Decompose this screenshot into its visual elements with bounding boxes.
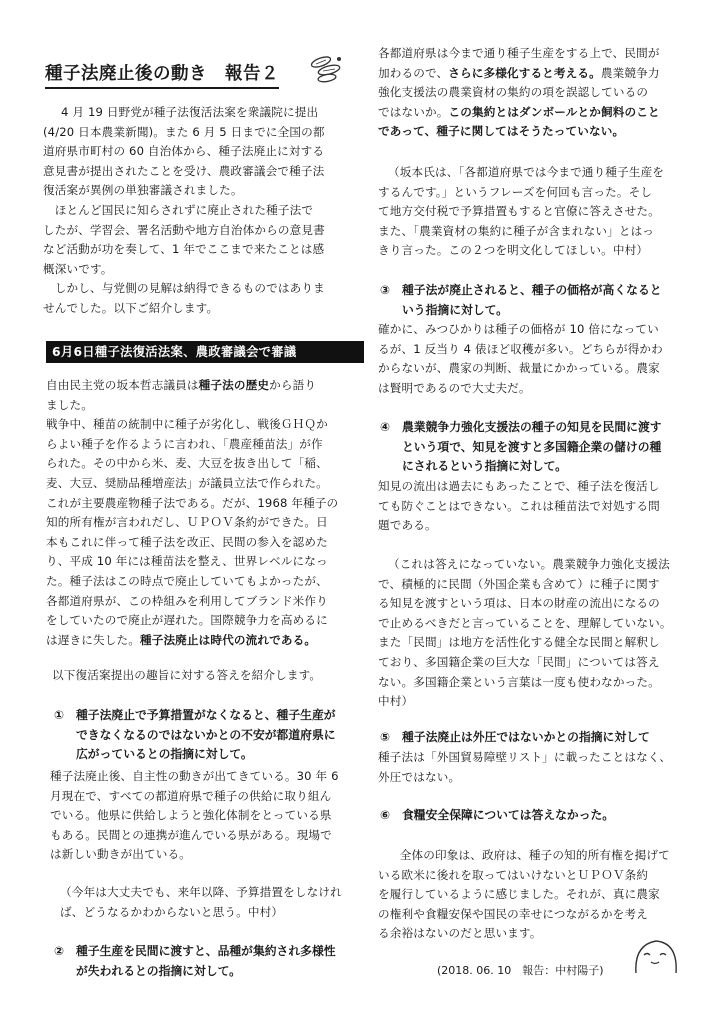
history-line: られた。その中から米、麦、大豆を抜き出して「稲、 [46,456,328,471]
q2-body [378,44,698,142]
history-last-bold: 種子法廃止は時代の流れである。 [139,632,317,647]
title-row [45,58,355,94]
conclusion-line: 全体の印象は、政府は、種子の知的所有権を掲げて [388,848,670,862]
q5-heading [380,728,700,748]
q3-body-line: は賢明であるので大丈夫だ。 [378,380,531,395]
q1-note [60,883,380,922]
q4-note-line: る知見を渡すという項は、日本の財産の流出になるの [378,596,660,611]
intro-line: 道府県市町村の 60 自治体から、種子法廃止に対する [43,144,325,159]
q4-body-line: ても防ぐことはできない。これは種苗法で対処する問 [378,498,660,513]
q1-body-line: 月現在で、すべての都道府県で種子の供給に取り組ん [50,788,332,803]
q4-note [378,555,698,712]
history-line: 戦争中、種苗の統制中に種子が劣化し、戦後ＧＨＱか [46,417,328,432]
q1-body-line: でいる。他県に供給しようと強化体制をとっている県 [50,808,332,823]
q6-heading [380,806,700,826]
q2-body-line: 各都道府県は今まで通り種子生産をする上で、民間が [378,46,660,60]
q2-head-line: 種子生産を民間に渡すと、品種が集約され多様性 [76,944,336,958]
intro-paragraph [43,103,363,319]
history-line: 知的所有権が言われだし、ＵＰＯＶ条約ができた。日 [46,515,328,530]
q6-number: ⑥ [380,808,390,822]
answers-intro: 以下復活案提出の趣旨に対する答えを紹介します。 [52,668,322,682]
history-line: 本もこれに伴って種子法を改正、民間の参入を認めた [46,534,328,549]
q1-head-line: 広がっているとの指摘に対して。 [76,747,253,762]
q3-body-line: るが、1 反当り 4 俵ほど収穫が多い。どちらが得かわ [378,341,663,356]
q2-body-line [378,103,698,123]
q1-head-line: できなくなるのではないかとの不安が都道府県に [76,727,336,742]
q1-body-line: は新しい動きが出ている。 [50,847,191,862]
history-line: り、平成 10 年には種苗法を整え、世界レベルになっ [46,554,328,569]
q4-heading [380,418,700,477]
q3-number: ③ [380,283,390,297]
history-lead-tail: から語り [269,378,317,392]
page-title: 種子法廃止後の動き 報告２ [45,60,279,89]
intro-line: 復活案が異例の単独審議されました。 [43,183,243,198]
q2-body-line: 強化支援法の農業資材の集約の項を誤認しているの [378,85,649,100]
q2-number: ② [54,944,64,958]
q4-note-line: で止めるべきだと言っていることを、理解していない。 [378,615,672,630]
q2-note-line: （坂本氏は、「各都道府県では今まで通り種子生産を [388,165,665,179]
history-last-text: は遅きに失した。 [46,632,140,647]
intro-line: したが、学習会、署名活動や地方自治体からの意見書 [43,222,325,237]
q5-body-line: 種子法は「外国貿易障壁リスト」に載ったことはなく、 [378,750,672,764]
q3-body [378,320,698,398]
q6-head-line: 食糧安全保障については答えなかった。 [402,808,615,822]
q4-head-line: という項で、知見を渡すと多国籍企業の儲けの種 [402,439,662,454]
q4-body-line: 題である。 [378,518,437,533]
smiley-face-icon [632,935,680,977]
q4-number: ④ [380,420,390,434]
q2-note-line: また、「農業資材の集約に種子が含まれない」とはっ [378,223,655,238]
q1-head-line: 種子法廃止で予算措置がなくなると、種子生産が [76,708,336,722]
q2-body-bold: であって、種子に関してはそうたっていない。 [378,124,625,139]
intro-line: せんでした。以下ご紹介します。 [43,300,219,315]
q2-body-bold: さらに多様化すると考える。 [448,65,601,80]
q4-body [378,477,698,536]
q1-note-line: ば、どうなるかわからないと思う。中村） [60,904,284,919]
q1-heading [54,706,374,765]
q2-body-text: 農業競争力 [600,65,660,80]
q5-body [378,748,698,787]
q5-number: ⑤ [380,730,390,744]
q3-head-line: いう指摘に対して。 [402,302,508,317]
q4-note-line: また「民間」は地方を活性化する健全な民間と解釈し [378,635,660,650]
intro-line: 概深いです。 [43,261,113,276]
q4-note-line: ない。多国籍企業という言葉は一度も使わなかった。 [378,674,660,689]
q1-body-line: もある。民間との連携が進んでいる県がある。現場で [50,827,332,842]
history-paragraph [46,376,366,650]
history-line: た。種子法はこの時点で廃止していてもよかったが、 [46,573,328,588]
q2-head-line: が失われるとの指摘に対して。 [76,963,241,978]
q2-body-line [378,64,698,84]
history-line: 各都道府県が、この枠組みを利用してブランド米作り [46,593,328,608]
history-line: ました。 [46,397,93,412]
history-lead-bold: 種子法の歴史 [198,378,270,392]
q2-body-text: 加わるので、 [378,65,449,80]
seeds-icon [307,50,347,84]
intro-line: など活動が功を奏して、1 年でここまで来たことは感 [43,242,325,257]
q2-body-line [378,122,698,142]
q4-note-line: 中村） [378,694,414,709]
history-line: をしていたので廃止が遅れた。国際競争力を高めるに [46,613,328,628]
q3-head-line: 種子法が廃止されると、種子の価格が高くなると [402,283,662,297]
history-lead [46,376,366,396]
conclusion-line: の権利や食糧安保や国民の幸せにつながるかを考え [378,906,648,921]
intro-line: しかし、与党側の見解は納得できるものではありま [43,281,325,296]
history-line: 麦、大豆、奨励品種増産法」が議員立法で作られた。 [46,475,328,490]
intro-line: (4/20 日本農業新聞)。また 6 月 5 日までに全国の都 [43,124,325,139]
q4-note-line: （これは答えになっていない。農業競争力強化支援法 [388,557,670,571]
q2-note-line: て地方交付税で予算措置もすると官僚に答えさせた。 [378,204,660,219]
history-lead-text: 自由民主党の坂本哲志議員は [46,378,199,392]
conclusion-line: を履行しているように感じました。それが、真に農家 [378,887,660,902]
q2-body-bold: この集約とはダンボールとか飼料のこと [448,104,660,119]
q4-head-line: にされるという指摘に対して。 [402,459,567,474]
q1-note-line: （今年は大丈夫でも、来年以降、予算措置をしなけれ [60,885,342,899]
q5-head-line: 種子法廃止は外圧ではないかとの指摘に対して [402,730,650,744]
report-footer: (2018. 06. 10 報告：中村陽子) [437,964,604,977]
q4-body-line: 知見の流出は過去にもあったことで、種子法を復活し [378,479,660,493]
history-line: これが主要農産物種子法である。だが、1968 年種子の [46,495,339,510]
q2-body-text: ではないか。 [378,104,449,119]
intro-line: 意見書が提出されたことを受け、農政審議会で種子法 [43,163,325,178]
q1-body-line: 種子法廃止後、自主性の動きが出てきている。30 年 6 [50,769,339,783]
conclusion-line: る余裕はないのだと思います。 [378,926,542,941]
q1-number: ① [54,708,64,722]
q5-body-line: 外圧ではない。 [378,769,461,784]
q2-note-line: するんです。」というフレーズを何回も言った。そし [378,184,653,199]
q4-note-line: で、積極的に民間（外国企業も含めて）に種子に関す [378,576,660,591]
q4-head-line: 農業競争力強化支援法の種子の知見を民間に渡す [402,420,662,434]
q3-heading [380,281,700,320]
q3-body-line: 確かに、みつひかりは種子の価格が 10 倍になってい [378,322,659,336]
q1-body [50,767,370,865]
history-last [46,631,366,651]
section-banner: 6月6日種子法復活法案、農政審議会で審議 [46,341,364,363]
q4-note-line: ており、多国籍企業の巨大な「民間」については答え [378,654,660,669]
q2-heading [54,942,374,981]
q2-note [378,163,698,261]
intro-line: 4 月 19 日野党が種子法復活法案を衆議院に提出 [61,105,319,119]
q3-body-line: からないが、農家の判断、裁量にかかっている。農家 [378,361,660,376]
history-line: らよい種子を作るように言われ、「農産種苗法」が作 [46,436,323,451]
conclusion-paragraph [378,846,698,944]
conclusion-line: いる欧米に後れを取ってはいけないとＵＰＯＶ条約 [378,867,649,882]
intro-line: ほとんど国民に知らされずに廃止された種子法で [43,202,314,217]
q2-note-line: きり言った。この２つを明文化してほしい。中村） [378,243,649,258]
